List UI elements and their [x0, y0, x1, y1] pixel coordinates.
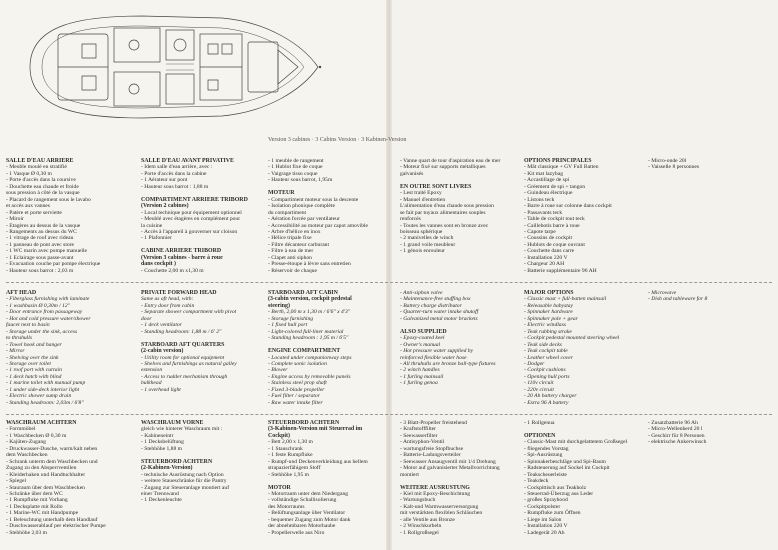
- spec-line: - 1 deck hatch with blind: [6, 373, 62, 380]
- spec-line: - Releasable babystay: [524, 302, 574, 309]
- section-heading: STEUERBORD ACHTERN: [141, 458, 213, 465]
- spec-line: reinforced flexible water hose: [400, 354, 467, 361]
- spec-line: - Teakscheuerleiste: [524, 471, 567, 478]
- spec-line: - Couchette 2,00 m x1,30 m: [141, 267, 204, 274]
- spec-line: - Dodger: [524, 360, 545, 367]
- spec-line: - Anti-siphon valve: [400, 290, 443, 296]
- spec-line: Zugang zu den Absperrventilen: [6, 465, 77, 472]
- spec-line: - Cockpitpolster: [524, 503, 561, 510]
- spec-line: - Druckwasser-Dusche, warm/kalt neben: [6, 445, 98, 452]
- fr-col-6: [648, 158, 774, 171]
- de-col-1: [6, 420, 134, 536]
- spec-line: - 1 under side-deck interior light: [6, 386, 80, 393]
- spec-line: - Filtre à eau de mer: [268, 248, 314, 255]
- spec-line: - Spi-Ausrüstung: [524, 452, 563, 459]
- spec-line: - Steuerrad-Überzug aus Leder: [524, 490, 594, 497]
- spec-line: - 1 meuble de rangement: [268, 158, 324, 164]
- en-col-2: [141, 290, 265, 393]
- section-heading: COMPARTIMENT ARRIERE TRIBORD: [141, 196, 248, 203]
- spec-line: - Micro-onde 20l: [648, 158, 687, 164]
- fr-col-4: [400, 158, 518, 255]
- spec-line: - Batterie-Ladungsverteiler: [400, 452, 461, 459]
- spec-line: du compartiment: [268, 209, 307, 216]
- spec-line: - bequemer Zugang zum Motor dank: [268, 516, 351, 523]
- en-col-3: [268, 290, 384, 406]
- spec-line: - Chargeur 20 AH: [524, 261, 565, 268]
- spec-line: - Teakdeck: [524, 478, 549, 485]
- spec-line: door: [141, 315, 152, 322]
- spec-line: - Miroir: [6, 216, 24, 223]
- spec-line: - Ladegerät 20 Ah: [524, 529, 565, 536]
- fr-col-3: [268, 158, 384, 274]
- spec-line: - 1 Marine-WC mit Handpumpe: [6, 510, 79, 517]
- spec-line: montiert: [400, 471, 419, 478]
- spec-line: - Dish and tableware for 8: [648, 296, 708, 303]
- spec-line: - 3 Blatt-Propeller freistehend: [400, 420, 467, 426]
- spec-line: - 1 vitrage de roof avec rideau: [6, 235, 74, 242]
- spec-line: - Fiberglass furnishing with laminate: [6, 296, 90, 303]
- de-col-5: [524, 420, 642, 536]
- spec-line: - 1 furling genoa: [400, 380, 438, 387]
- spec-line: - Filtre décanteur carburant: [268, 241, 330, 248]
- spec-line: - Caillebotis barre à roue: [524, 222, 580, 229]
- spec-line: - Teak side decks: [524, 341, 562, 348]
- spec-line: - Rangements au dessus du WC: [6, 228, 77, 235]
- spec-line: - Stehhöhe 2,03 m: [6, 529, 48, 536]
- de-col-6: [648, 420, 774, 446]
- spec-line: - großes Sprayhood: [524, 497, 568, 504]
- spec-line: - Standing headroom : 1,95 m / 6'5": [268, 335, 349, 342]
- spec-line: et accès aux vannes: [6, 203, 50, 210]
- section-heading: ENGINE COMPARTMENT: [268, 348, 341, 355]
- spec-line: - 1 Rumpfluke mit Vorhang: [6, 497, 68, 504]
- section-heading: Cockpit): [268, 432, 290, 439]
- spec-line: - 1 génois enrouleur: [400, 248, 445, 255]
- spec-line: - 2 Winschkurbeln: [400, 523, 442, 530]
- spec-line: mit verstärkten flexiblen Schläuchen: [400, 510, 483, 517]
- spec-line: - Electric windlass: [524, 322, 566, 329]
- spec-line: - Vaisselle 8 personnes: [648, 164, 700, 171]
- spec-line: - Douchette eau chaude et froide: [6, 183, 79, 190]
- spec-line: - Duschwasserablauf per elektrischer Pumpe: [6, 523, 106, 530]
- spec-line: - Batterie supplémentaire 96 AH: [524, 267, 597, 274]
- en-col-6: [648, 290, 774, 303]
- spec-line: - Rumpfluke zum Öffnen: [524, 510, 581, 517]
- spec-line: - Standing headroom: 1,88 m / 6' 2": [141, 328, 222, 335]
- spec-line: - Classic-Mast mit durchgelattetem Großsegel: [524, 439, 628, 446]
- spec-line: - Motor auf galvanisierter Metallvorrichtung: [400, 465, 500, 472]
- spec-line: - Spinnakerbeschläge und Spi-Baum: [524, 458, 606, 465]
- plan-caption: Version 3 cabines · 3 Cabins Version · 3 Kabinen-Version: [268, 137, 407, 143]
- spec-line: - 1 Stauschrank: [268, 445, 303, 452]
- spec-line: - Microwave: [648, 290, 677, 296]
- spec-line: - Electric shower sump drain: [6, 393, 72, 400]
- spec-line: - 2 winch handles: [400, 367, 440, 374]
- spec-line: - 1 Decksplatte mit Rollo: [6, 503, 63, 510]
- spec-line: - Shelves and furnishings as natural galley: [141, 360, 237, 367]
- spec-line: - Porte d'accès dans la cabine: [141, 170, 207, 177]
- spec-line: - Formmöbel: [6, 426, 36, 433]
- page-fold: [386, 0, 392, 550]
- spec-line: - Kajüten-Zugang: [6, 439, 46, 446]
- section-heading: SALLE D'EAU ARRIERE: [6, 158, 74, 164]
- spec-line: - 1 Aérateur sur pont: [141, 177, 188, 184]
- spec-line: - Clapet anti siphon: [268, 254, 312, 261]
- spec-line: - Kit mat lazybag: [524, 170, 563, 177]
- spec-line: - Lest traité Epoxy: [400, 190, 442, 197]
- spec-line: - Separate shower compartment with pivot: [141, 309, 237, 316]
- spec-line: - Kraftstofffilter: [400, 426, 436, 433]
- spec-line: - Accès à l'appareil à gouverner sur cloison: [141, 228, 238, 235]
- spec-line: - Passavants teck: [524, 209, 563, 216]
- spec-line: - Kiel mit Epoxy-Beschichtung: [400, 490, 471, 497]
- spec-line: - 110v circuit: [524, 380, 554, 387]
- spec-line: - Hauteur sous barrot, 1,95m: [268, 177, 333, 184]
- spec-line: - Aération forcée par ventilateur: [268, 216, 340, 223]
- spec-line: - Cockpit cushions: [524, 367, 566, 374]
- spec-line: - Vaigrage tissu coque: [268, 170, 318, 177]
- spec-line: Same as aft head, with:: [141, 296, 194, 303]
- section-heading: (Version 2 cabines): [141, 203, 189, 210]
- spec-line: - 1 fixed hull port: [268, 322, 308, 329]
- spec-line: - 1 Eclairage sous passe-avant: [6, 254, 74, 261]
- section-heading: (3-Kabinen-Version mit Steuerrad im: [268, 426, 363, 433]
- section-heading: (2-Kabinen-Version): [141, 465, 193, 472]
- spec-line: - wartungsfreie Stopfbuchse: [400, 445, 464, 452]
- spec-line: - Wartungsbuch: [400, 497, 436, 504]
- spec-line: - Accastillage de spi: [524, 177, 570, 184]
- spec-line: - 1 grand voile meubleur: [400, 241, 456, 248]
- section-heading: STARBOARD AFT QUARTERS: [141, 341, 225, 348]
- spec-line: - 1 Waschbecken Ø 0,30 m: [6, 432, 67, 439]
- spec-line: - Belüftungsanlage über Ventilator: [268, 510, 346, 517]
- spec-line: - Installation 220 V: [524, 254, 568, 261]
- spec-line: la cuisine: [141, 222, 163, 229]
- section-heading: steering): [268, 302, 290, 309]
- spec-line: - Meuble moulé en stratifié: [6, 164, 67, 171]
- spec-line: galvanisés: [400, 170, 424, 177]
- section-heading: dans cockpit ): [141, 261, 177, 268]
- spec-line: - Teak cockpit table: [524, 348, 568, 355]
- spec-line: - Guindeau électrique: [524, 190, 573, 197]
- spec-line: - Evacuation couche par pompe électrique: [6, 261, 101, 268]
- spec-line: - Réservoir de chaque: [268, 267, 317, 274]
- section-heading: AFT HEAD: [6, 290, 37, 296]
- spec-line: - 1 Decksbelüftung: [141, 439, 184, 446]
- en-col-5: [524, 290, 642, 406]
- spec-line: - Utility room for optional equipment: [141, 354, 225, 361]
- spec-line: - Toutes les vannes sont en bronze avec: [400, 222, 489, 229]
- deck-layout-plan: [22, 4, 322, 130]
- section-heading: MOTEUR: [268, 190, 295, 197]
- spec-line: - alle Ventile aus Bronze: [400, 516, 455, 523]
- spec-line: - Fixed 3-blade propeller: [268, 386, 325, 393]
- spec-line: - Storage over toilet: [6, 360, 51, 367]
- section-heading: WASCHRAUM ACHTERN: [6, 420, 77, 426]
- spec-line: - Radsteuerung auf Sockel im Cockpit: [524, 465, 610, 472]
- spec-line: - Couchette dans carre: [524, 248, 575, 255]
- de-col-2: [141, 420, 265, 504]
- spec-line: - Kleiderhaken und Handtuchhalter: [6, 471, 86, 478]
- spec-line: - Meublé avec étagères en complément pour: [141, 216, 241, 223]
- spec-line: - Accessibilité au moteur par capot amovible: [268, 222, 369, 229]
- spec-line: - Classic mast + full-batten mainsail: [524, 296, 607, 303]
- section-heading: STARBOARD AFT CABIN: [268, 290, 338, 296]
- spec-line: - elektrische Ankerwinsch: [648, 439, 707, 446]
- section-heading: WASCHRAUM VORNE: [141, 420, 204, 426]
- spec-line: - 1 deck ventilator: [141, 322, 182, 329]
- spec-line: - Owner's manual: [400, 341, 441, 348]
- spec-line: - Hélice tripale fixe: [268, 235, 312, 242]
- spec-line: - Storage under the sink, access: [6, 328, 78, 335]
- separator-1: [6, 282, 772, 283]
- spec-line: - Installation 220 V: [524, 523, 568, 530]
- spec-line: - Hauteur sous barrot : 2,03 m: [6, 267, 74, 274]
- spec-line: - Quarter-turn water intake shutoff: [400, 309, 479, 316]
- spec-line: se fait par tuyaux alimentaires souples: [400, 209, 486, 216]
- spec-line: - Motorraum unter dem Niedergang: [268, 490, 349, 497]
- spec-line: - Leather wheel cover: [524, 354, 573, 361]
- spec-line: - 1 marine toilet with manual pump: [6, 380, 86, 387]
- spec-line: einer Trennwand: [141, 490, 179, 497]
- spec-line: - Schrank unterm dem Waschbecken und: [6, 458, 98, 465]
- spec-line: - Cockpittisch aus Teakholz: [524, 484, 587, 491]
- spec-line: - Propellerwelle aus Niro: [268, 529, 325, 536]
- spec-line: - Spinnaker pole + gear: [524, 315, 578, 322]
- spec-line: sous pression à côté de la vasque: [6, 190, 80, 197]
- section-heading: (2-cabin version): [141, 348, 184, 355]
- spec-line: - Presse-étoupe à lèvre sans entretien: [268, 261, 351, 268]
- spec-line: - 1 WC marin avec pompe manuelle: [6, 248, 87, 255]
- spec-line: - Kalt-und Warmwasserversorgung: [400, 503, 479, 510]
- spec-line: bulkhead: [141, 380, 162, 387]
- spec-line: renforcés: [400, 216, 421, 223]
- spec-line: der abnehmbaren Motorhaube: [268, 523, 336, 530]
- spec-line: - Manuel d'entretien: [400, 196, 446, 203]
- spec-line: - Access to rudder mechanism through: [141, 373, 228, 380]
- spec-line: - Local technique pour équipement optionnel: [141, 209, 242, 216]
- spec-line: gleich wie hinterer Waschraum mit :: [141, 426, 223, 433]
- spec-line: - Hot pressure water supplied by: [400, 348, 474, 355]
- spec-line: - Porte d'accès dans la coursive: [6, 177, 76, 184]
- spec-line: - Towel hook and hanger: [6, 341, 62, 348]
- spec-line: - Hot and cold pressure water/shower: [6, 315, 91, 322]
- spec-line: - 1 washbasin Ø 0,30m / 12": [6, 302, 71, 309]
- section-heading: STEUERBORD ACHTERN: [268, 420, 340, 426]
- spec-line: - Maintenance-free stuffing box: [400, 296, 471, 303]
- spec-line: - Geschirr für 8 Personen: [648, 432, 705, 439]
- spec-line: - Etagères au dessus de la vasque: [6, 222, 81, 229]
- spec-line: - Standing headroom: 2,03m / 6'8": [6, 399, 84, 406]
- spec-line: faucet next to basin: [6, 322, 50, 329]
- spec-line: to thruhulls: [6, 335, 32, 342]
- section-heading: OPTIONEN: [524, 432, 556, 439]
- spec-line: - 1 Vasque Ø 0,30 m: [6, 170, 52, 177]
- spec-line: - 2 manivelles de winch: [400, 235, 454, 242]
- spec-line: - Epoxy-coated keel: [400, 335, 445, 342]
- en-col-4: [400, 290, 518, 387]
- section-heading: PRIVATE FORWARD HEAD: [141, 290, 217, 296]
- fr-col-2: [141, 158, 265, 274]
- spec-line: - Blower: [268, 367, 288, 374]
- section-heading: WEITERE AUSRUSTUNG: [400, 484, 470, 491]
- spec-line: extension: [141, 367, 163, 374]
- spec-line: - Micro-Wellenherd 20 l: [648, 426, 703, 433]
- spec-line: - Schränke über dem WC: [6, 490, 63, 497]
- fr-col-1: [6, 158, 134, 274]
- spec-line: - Berth, 2,00 m x 1,30 m / 6'6" x 4'3": [268, 309, 351, 316]
- spec-line: - Vanne quart de tour d'aspiration eau de mer: [400, 158, 501, 164]
- spec-line: - Zusatzbatterie 96 Ah: [648, 420, 698, 426]
- spec-line: - Arbre d'hélice en inox: [268, 228, 321, 235]
- en-col-1: [6, 290, 134, 406]
- spec-line: - Rumpf-und Deckenverkleidung aus hellem: [268, 458, 368, 465]
- spec-line: - Raw water intake filter: [268, 399, 323, 406]
- spec-line: - Idem salle d'eau arrière, avec :: [141, 164, 213, 171]
- spec-line: - Stainless steel prop shaft: [268, 380, 327, 387]
- spec-line: - 1 Hublot fixe de coque: [268, 164, 323, 171]
- spec-line: - vollständige Schallisolierung: [268, 497, 337, 504]
- section-heading: EN OUTRE SONT LIVRES: [400, 183, 472, 190]
- spec-line: - 1 feste Rumpfluke: [268, 452, 313, 459]
- spec-line: - Battery charge distributor: [400, 302, 462, 309]
- spec-line: - Light-colored full-liner material: [268, 328, 344, 335]
- spec-line: des Motorraums: [268, 503, 305, 510]
- spec-line: - Zugang zur Steueranlage montiert auf: [141, 484, 230, 491]
- spec-line: - Door entrance from passageway: [6, 309, 83, 316]
- spec-line: - Capote tarpe: [524, 228, 556, 235]
- spec-line: - 1 overhead light: [141, 386, 181, 393]
- de-col-4: [400, 420, 518, 536]
- spec-line: - Stauraum über dem Waschbecken: [6, 484, 85, 491]
- spec-line: - Placard de rangement sous le lavabo: [6, 196, 91, 203]
- spec-line: - Mirror: [6, 348, 25, 355]
- spec-line: - 1 Rollgenua: [524, 420, 555, 426]
- section-heading: (3-cabin version, cockpit pedestal: [268, 296, 352, 303]
- fr-col-5: [524, 158, 642, 274]
- spec-line: dem Waschbecken: [6, 452, 48, 459]
- spec-line: - Liege im Salon: [524, 516, 562, 523]
- spec-line: - 20 Ah battery charger: [524, 393, 577, 400]
- spec-line: - 1 Deckenleuchte: [141, 497, 182, 504]
- spec-line: - Hublots de coque ouvrant: [524, 241, 585, 248]
- spec-line: - weitere Staueschränke für die Pantry: [141, 478, 227, 485]
- spec-line: - 1 Beleuchtung unterhalb dem Handlauf: [6, 516, 98, 523]
- spec-line: - Shelving over the sink: [6, 354, 59, 361]
- section-heading: (Version 3 cabines - barre à roue: [141, 254, 223, 261]
- spec-line: - Hauteur sous barrot : 1,88 m: [141, 183, 209, 190]
- spec-line: - Seewasser Ansaugventil mit 1/4 Drehung: [400, 458, 496, 465]
- section-heading: SALLE D'EAU AVANT PRIVATIVE: [141, 158, 234, 164]
- section-heading: MAJOR OPTIONS: [524, 290, 574, 296]
- spec-line: - Extra 96 A battery: [524, 399, 569, 406]
- spec-line: - Storage furnishing: [268, 315, 314, 322]
- spec-line: - Compartiment moteur sous la descente: [268, 196, 359, 203]
- spec-line: - 1 panneau de pont avec store: [6, 241, 75, 248]
- spec-line: - Stehhöhe 1,95 m: [268, 471, 310, 478]
- de-col-3: [268, 420, 384, 536]
- section-heading: OPTIONS PRINCIPALES: [524, 158, 592, 164]
- section-heading: ALSO SUPPLIED: [400, 328, 447, 335]
- spec-line: - Entry door from cabin: [141, 302, 195, 309]
- section-heading: MOTOR: [268, 484, 291, 491]
- spec-line: - Barre à roue sur colonne dans cockpit: [524, 203, 612, 210]
- spec-line: - All thruhulls are bronze ball-type fixtures: [400, 360, 496, 367]
- spec-line: - Kabineneintr: [141, 432, 174, 439]
- spec-line: - Galvanized metal motor brackets: [400, 315, 478, 322]
- spec-line: - fliegendes Vorstag: [524, 445, 569, 452]
- section-heading: CABINE ARRIERE TRIBORD: [141, 248, 222, 255]
- separator-2: [6, 414, 772, 415]
- spec-line: - Stehhöhe 1,88 m: [141, 445, 183, 452]
- spec-line: - 1 furling mainsail: [400, 373, 444, 380]
- spec-line: - Table de cockpit tout teck: [524, 216, 585, 223]
- spec-line: - Antisyphon-Ventil: [400, 439, 445, 446]
- spec-line: - Opening hull ports: [524, 373, 570, 380]
- spec-line: - Fuel filter / separator: [268, 393, 320, 400]
- spec-line: - Located under companionway steps: [268, 354, 352, 361]
- spec-line: - Mât classique + GV Full Batten: [524, 164, 599, 171]
- spec-line: - 220v circuit: [524, 386, 554, 393]
- spec-line: - Engine access by removable panels: [268, 373, 351, 380]
- spec-line: - 1 Plafonnier: [141, 235, 172, 242]
- spec-line: - Isolation phonique complète: [268, 203, 335, 210]
- spec-line: - Coussins de cockpit: [524, 235, 573, 242]
- spec-line: - Moteur fixé sur supports métalliques: [400, 164, 486, 171]
- spec-line: - Listons teck: [524, 196, 555, 203]
- spec-line: - Spinnaker hardware: [524, 309, 573, 316]
- spec-line: - Gréement de spi + tangon: [524, 183, 586, 190]
- spec-line: - Teak rubbing strake: [524, 328, 572, 335]
- spec-line: boisseau sphérique: [400, 228, 443, 235]
- spec-line: - technische Ausrüstung nach Option: [141, 471, 224, 478]
- spec-line: - 1 roof port with curtain: [6, 367, 62, 374]
- spec-line: - Cockpit pedestal mounted steering wheel: [524, 335, 620, 342]
- spec-line: - Patère et porte serviette: [6, 209, 62, 216]
- spec-line: - Spiegel: [6, 478, 27, 485]
- spec-line: - Complete sonic isolation: [268, 360, 327, 367]
- spec-line: - 1 Rollgroßsegel: [400, 529, 439, 536]
- spec-line: - Bett 2,00 x 1,30 m: [268, 439, 313, 446]
- spec-line: L'alimentation d'eau chaude sous pression: [400, 203, 494, 210]
- spec-line: strapazierfähigem Stoff: [268, 465, 321, 472]
- spec-line: - Seewasserfilter: [400, 432, 438, 439]
